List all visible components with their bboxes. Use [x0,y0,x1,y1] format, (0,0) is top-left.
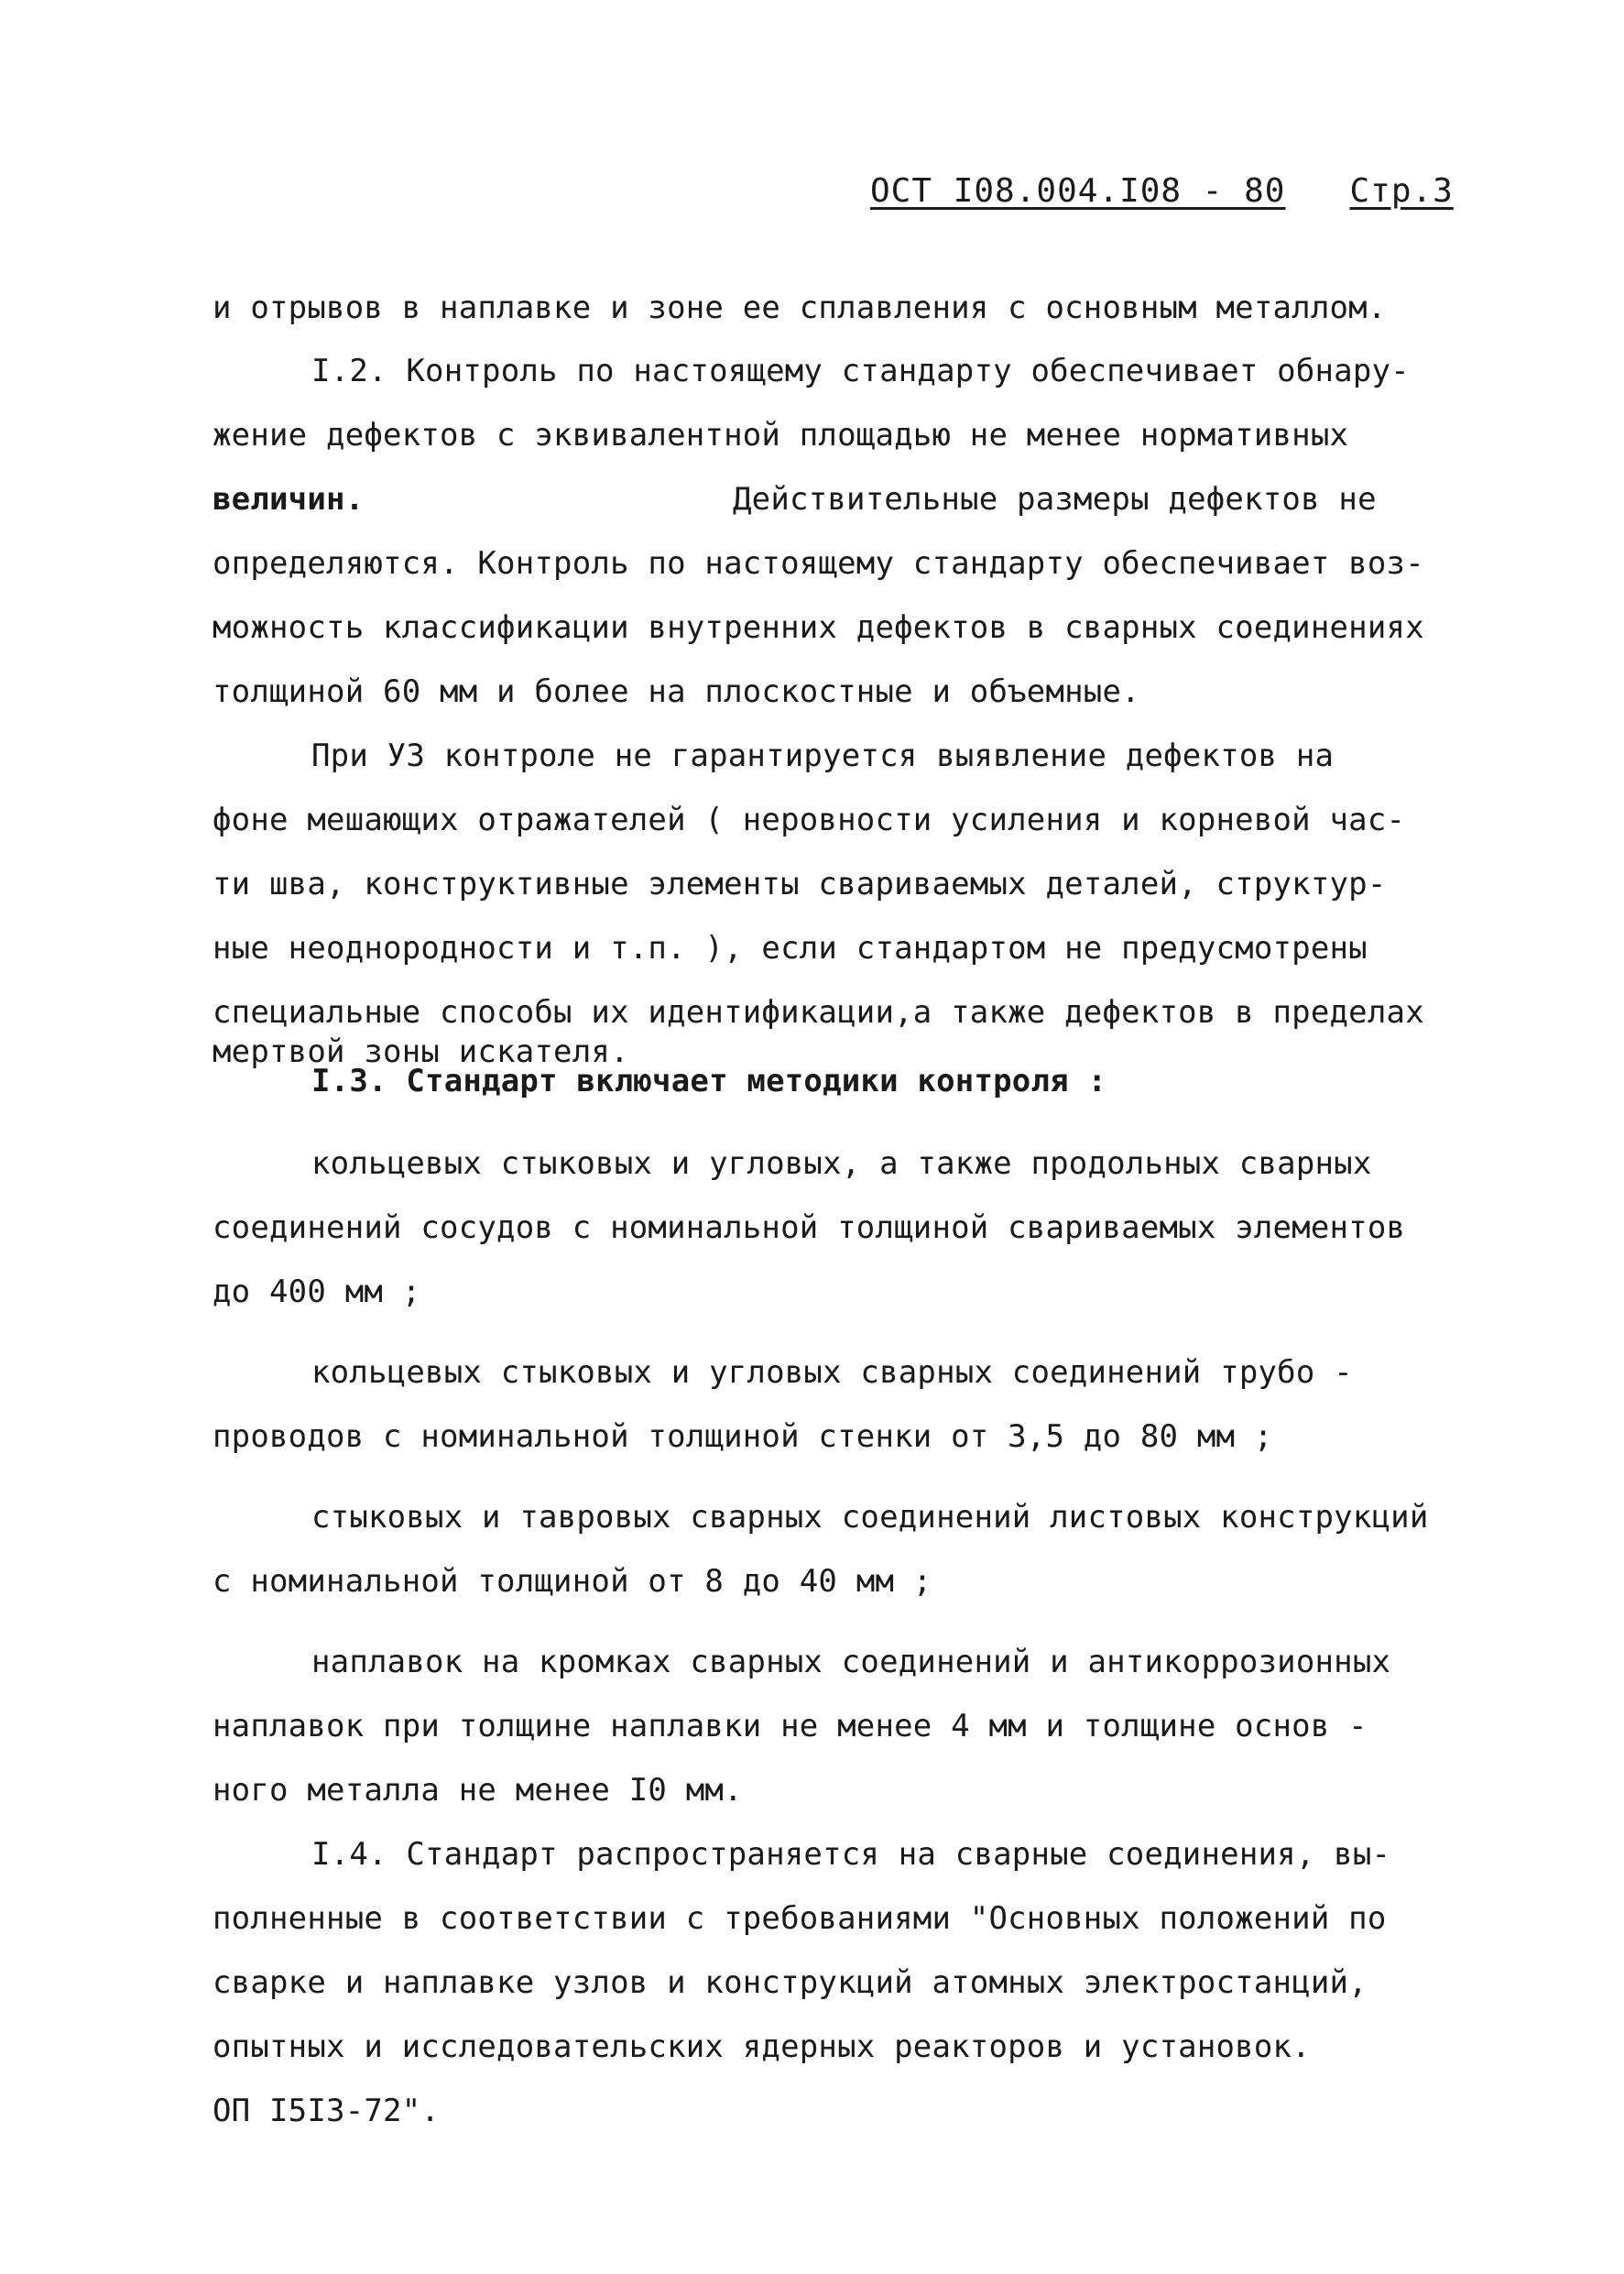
text-line-28: сварке и наплавке узлов и конструкций атомных электростанций, [213,1964,1368,2001]
list-item-2-line-1: кольцевых стыковых и угловых сварных соединений трубо - [311,1354,1353,1391]
section-1-2-first-line: I.2. Контроль по настоящему стандарту обеспечивает обнару- [311,353,1410,389]
text-line-13: мертвой зоны искателя. [213,1033,629,1070]
text-line-9: фоне мешающих отражателей ( неровности усиления и корневой час- [213,802,1406,838]
page-number: Стр.3 [1349,172,1454,210]
list-item-4-line-3: ного металла не менее I0 мм. [213,1772,743,1809]
text-line-11: ные неоднородности и т.п. ), если стандартом не предусмотрены [213,930,1368,967]
list-item-1-line-3: до 400 мм ; [213,1274,421,1310]
text-line-30: ОП I5I3-72". [213,2093,441,2129]
text-line-27: полненные в соответствии с требованиями "Основных положений по [213,1900,1387,1937]
text-line-29: опытных и исследовательских ядерных реакторов и установок. [213,2028,1311,2065]
list-item-4-line-1: наплавок на кромках сварных соединений и антикоррозионных [311,1644,1391,1680]
list-item-3-line-1: стыковых и тавровых сварных соединений листовых конструкций [311,1499,1429,1536]
text-line-10: ти шва, конструктивные элементы свариваемых деталей, структур- [213,866,1387,902]
text-line-1: и отрывов в наплавке и зоне ее сплавления с основным металлом. [213,290,1387,326]
text-line-6: можность классификации внутренних дефектов в сварных соединениях [213,609,1424,646]
text-line-12: специальные способы их идентификации,а также дефектов в пределах [213,994,1424,1031]
list-item-1-line-1: кольцевых стыковых и угловых, а также продольных сварных [311,1145,1372,1182]
list-item-3-line-2: с номинальной толщиной от 8 до 40 мм ; [213,1563,932,1600]
text-line-7: толщиной 60 мм и более на плоскостные и объемные. [213,673,1140,710]
section-1-3-heading: I.3. Стандарт включает методики контроля : [311,1063,1107,1099]
paragraph-uz-first-line: При УЗ контроле не гарантируется выявление дефектов на [311,738,1335,774]
text-line-4a: величин. [213,481,365,518]
list-item-2-line-2: проводов с номинальной толщиной стенки от 3,5 до 80 мм ; [213,1418,1273,1455]
list-item-1-line-2: соединений сосудов с номинальной толщиной свариваемых элементов [213,1209,1406,1246]
text-line-3: жение дефектов с эквивалентной площадью не менее нормативных [213,417,1349,454]
text-line-4b: Действительные размеры дефектов не [733,481,1377,518]
section-1-4-first-line: I.4. Стандарт распространяется на сварные соединения, вы- [311,1836,1391,1873]
list-item-4-line-2: наплавок при толщине наплавки не менее 4 мм и толщине основ - [213,1708,1368,1744]
page-header [870,172,1456,210]
text-line-5: определяются. Контроль по настоящему стандарту обеспечивает воз- [213,545,1424,582]
document-code: ОСТ I08.004.I08 - 80 [870,172,1286,210]
